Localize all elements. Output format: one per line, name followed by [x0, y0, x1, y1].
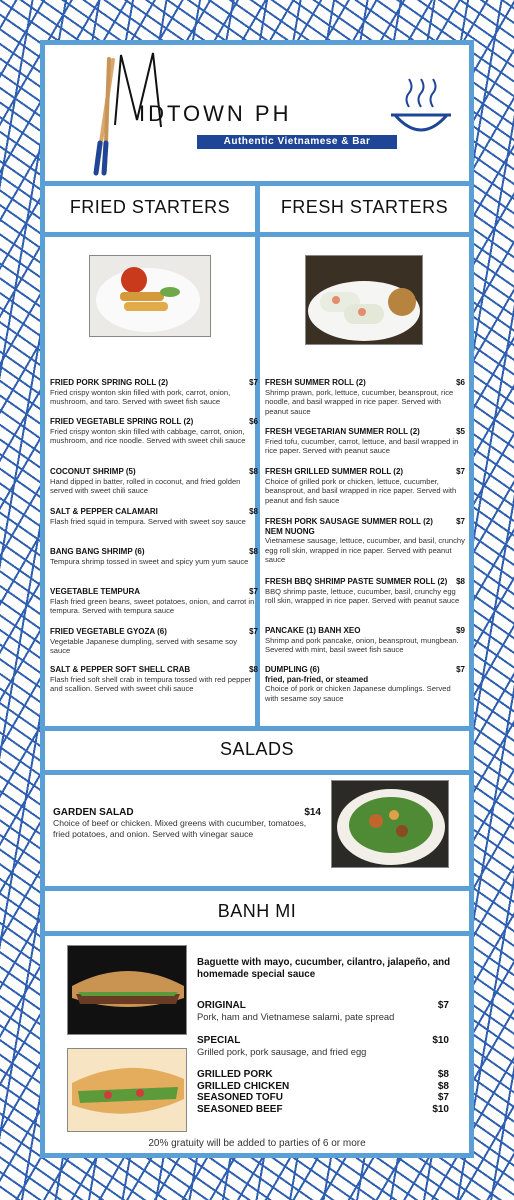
item-name: FRESH VEGETARIAN SUMMER ROLL (2): [265, 427, 420, 436]
menu-item: [265, 378, 465, 416]
item-price: $8: [456, 577, 465, 586]
item-name: FRIED VEGETABLE GYOZA (6): [50, 627, 167, 636]
item-price: $7: [456, 517, 465, 526]
item-price: $7: [437, 1092, 449, 1103]
item-name: GRILLED CHICKEN: [197, 1080, 290, 1092]
divider: [45, 770, 469, 775]
item-price: $8: [249, 665, 258, 674]
item-price: $10: [432, 1035, 449, 1046]
item-price: $8: [249, 547, 258, 556]
banh-mi-original: [197, 1000, 449, 1022]
salads-heading: SALADS: [219, 739, 295, 759]
item-description: Choice of grilled pork or chicken, lettuce, cucumber, beansprout, and basil wrapped in rice paper. Served with peanut and fish sauce: [265, 476, 457, 505]
item-name: SALT & PEPPER CALAMARI: [50, 507, 158, 516]
banh-mi-intro: Baguette with mayo, cucumber, cilantro, jalapeño, and homemade special sauce: [197, 957, 451, 980]
menu-item: [50, 507, 258, 526]
banh-mi-photo: [67, 1048, 187, 1132]
item-price: $7: [456, 467, 465, 476]
item-description: BBQ shrimp paste, lettuce, cucumber, basil, crunchy egg roll skin, wrapped in rice paper. Served with peanut sauce: [265, 586, 460, 606]
item-name: GRILLED PORK: [197, 1069, 273, 1080]
item-name: BANG BANG SHRIMP (6): [50, 547, 145, 556]
item-price: $8: [437, 1069, 449, 1080]
item-price: $7: [456, 665, 465, 674]
item-price: $9: [456, 626, 465, 635]
item-description: Fried tofu, cucumber, carrot, lettuce, and basil wrapped in rice paper. Served with peanut sauce: [265, 436, 459, 456]
item-name: SPECIAL: [197, 1035, 241, 1046]
divider: [45, 931, 469, 936]
item-description: Choice of beef or chicken. Mixed greens with cucumber, tomatoes, fried potatoes, and onion. Served with vinegar sauce: [53, 818, 307, 839]
item-description: Hand dipped in batter, rolled in coconut, and fried golden served with sweet chili sauce: [50, 476, 241, 496]
item-options: fried, pan-fried, or steamed: [265, 674, 369, 684]
item-description: Vegetable Japanese dumpling, served with sesame soy sauce: [50, 636, 238, 656]
menu-item: [50, 378, 258, 407]
item-price: $7: [249, 378, 258, 387]
fried-starters-heading: FRIED STARTERS: [69, 197, 231, 217]
restaurant-logo: [45, 45, 469, 181]
banh-mi-photo: [67, 945, 187, 1035]
item-name: SEASONED TOFU: [197, 1092, 283, 1103]
item-description: Shrimp and pork pancake, onion, beansprout, mungbean. Severed with mint, basil sweet fish sauce: [265, 635, 459, 655]
item-name: VEGETABLE TEMPURA: [50, 587, 141, 596]
item-description: Flash fried green beans, sweet potatoes, onion, and carrot in tempura. Served with tempura sauce: [50, 596, 255, 616]
item-description: Tempura shrimp tossed in sweet and spicy yum yum sauce: [50, 556, 249, 566]
item-price: $5: [456, 427, 465, 436]
item-description: Fried crispy wonton skin filled with cabbage, carrot, onion, mushroom, and rice noodle. Served with sweet chili sauce: [50, 426, 246, 446]
item-name: FRESH BBQ SHRIMP PASTE SUMMER ROLL (2): [265, 577, 448, 586]
item-price: $8: [249, 467, 258, 476]
restaurant-name: IDTOWN PH: [139, 101, 292, 126]
item-name: FRIED VEGETABLE SPRING ROLL (2): [50, 417, 194, 426]
menu-item: [265, 577, 465, 606]
item-description: Flash fried soft shell crab in tempura tossed with red pepper and scallion. Served with sweet chili sauce: [50, 674, 252, 694]
item-description: Shrimp prawn, pork, lettuce, cucumber, beansprout, rice noodle, and basil wrapped in rice paper. Served with peanut sauce: [265, 387, 454, 416]
item-name: ORIGINAL: [197, 1000, 246, 1011]
item-description: Vietnamese sausage, lettuce, cucumber, and basil, crunchy egg roll skin, wrapped in rice paper. Served with peanut sauce: [265, 536, 465, 565]
menu-item: [50, 417, 258, 446]
item-description: Grilled pork, pork sausage, and fried egg: [197, 1046, 367, 1057]
item-name: FRESH PORK SAUSAGE SUMMER ROLL (2) NEM NUONG: [265, 517, 433, 536]
salad-photo: [331, 780, 449, 868]
garden-salad-item: [53, 807, 321, 840]
menu-item: [50, 665, 258, 694]
item-price: $7: [249, 587, 258, 596]
list-item: [197, 1069, 449, 1081]
item-description: Flash fried squid in tempura. Served with sweet soy sauce: [50, 516, 246, 526]
item-name: SEASONED BEEF: [197, 1103, 283, 1115]
menu-item: [50, 547, 258, 566]
item-name: FRESH SUMMER ROLL (2): [265, 378, 366, 387]
item-name: FRESH GRILLED SUMMER ROLL (2): [265, 467, 404, 476]
menu-item: [265, 427, 465, 456]
divider: [45, 726, 469, 731]
item-name: PANCAKE (1) BANH XEO: [265, 626, 361, 635]
menu-frame: [40, 40, 474, 1158]
item-price: $7: [437, 1000, 449, 1011]
list-item: [197, 1092, 449, 1104]
item-price: $6: [456, 378, 465, 387]
summer-roll-photo: [305, 255, 423, 345]
banh-mi-others: [197, 1069, 449, 1115]
list-item: [197, 1104, 449, 1116]
item-description: Choice of pork or chicken Japanese dumplings. Served with sesame soy sauce: [265, 684, 451, 703]
list-item: [197, 1081, 449, 1093]
menu-item: [50, 467, 258, 496]
item-name: GARDEN SALAD: [53, 807, 134, 818]
item-price: $14: [304, 807, 321, 818]
gratuity-note: 20% gratuity will be added to parties of 6 or more: [148, 1138, 366, 1149]
item-price: $10: [432, 1103, 449, 1115]
item-price: $8: [249, 507, 258, 516]
item-name: FRIED PORK SPRING ROLL (2): [50, 378, 169, 387]
item-name: DUMPLING (6): [265, 665, 320, 674]
item-price: $6: [249, 417, 258, 426]
menu-item: [50, 627, 258, 656]
menu-item: [265, 665, 465, 703]
banh-mi-special: [197, 1035, 449, 1057]
divider: [45, 232, 469, 237]
item-name: COCONUT SHRIMP (5): [50, 467, 136, 476]
menu-item: [265, 517, 465, 565]
tagline: Authentic Vietnamese & Bar: [197, 135, 397, 149]
item-price: $8: [437, 1080, 449, 1092]
banh-mi-heading: BANH MI: [217, 901, 297, 921]
divider: [45, 886, 469, 891]
item-name: SALT & PEPPER SOFT SHELL CRAB: [50, 665, 191, 674]
item-description: Fried crispy wonton skin filled with pork, carrot, onion, mushroom, and taro. Served with sweet fish sauce: [50, 387, 231, 407]
menu-item: [50, 587, 258, 616]
spring-roll-photo: [89, 255, 211, 337]
fresh-starters-heading: FRESH STARTERS: [280, 197, 449, 217]
item-price: $7: [249, 627, 258, 636]
item-description: Pork, ham and Vietnamese salami, pate spread: [197, 1011, 395, 1022]
menu-item: [265, 467, 465, 505]
menu-item: [265, 626, 465, 655]
